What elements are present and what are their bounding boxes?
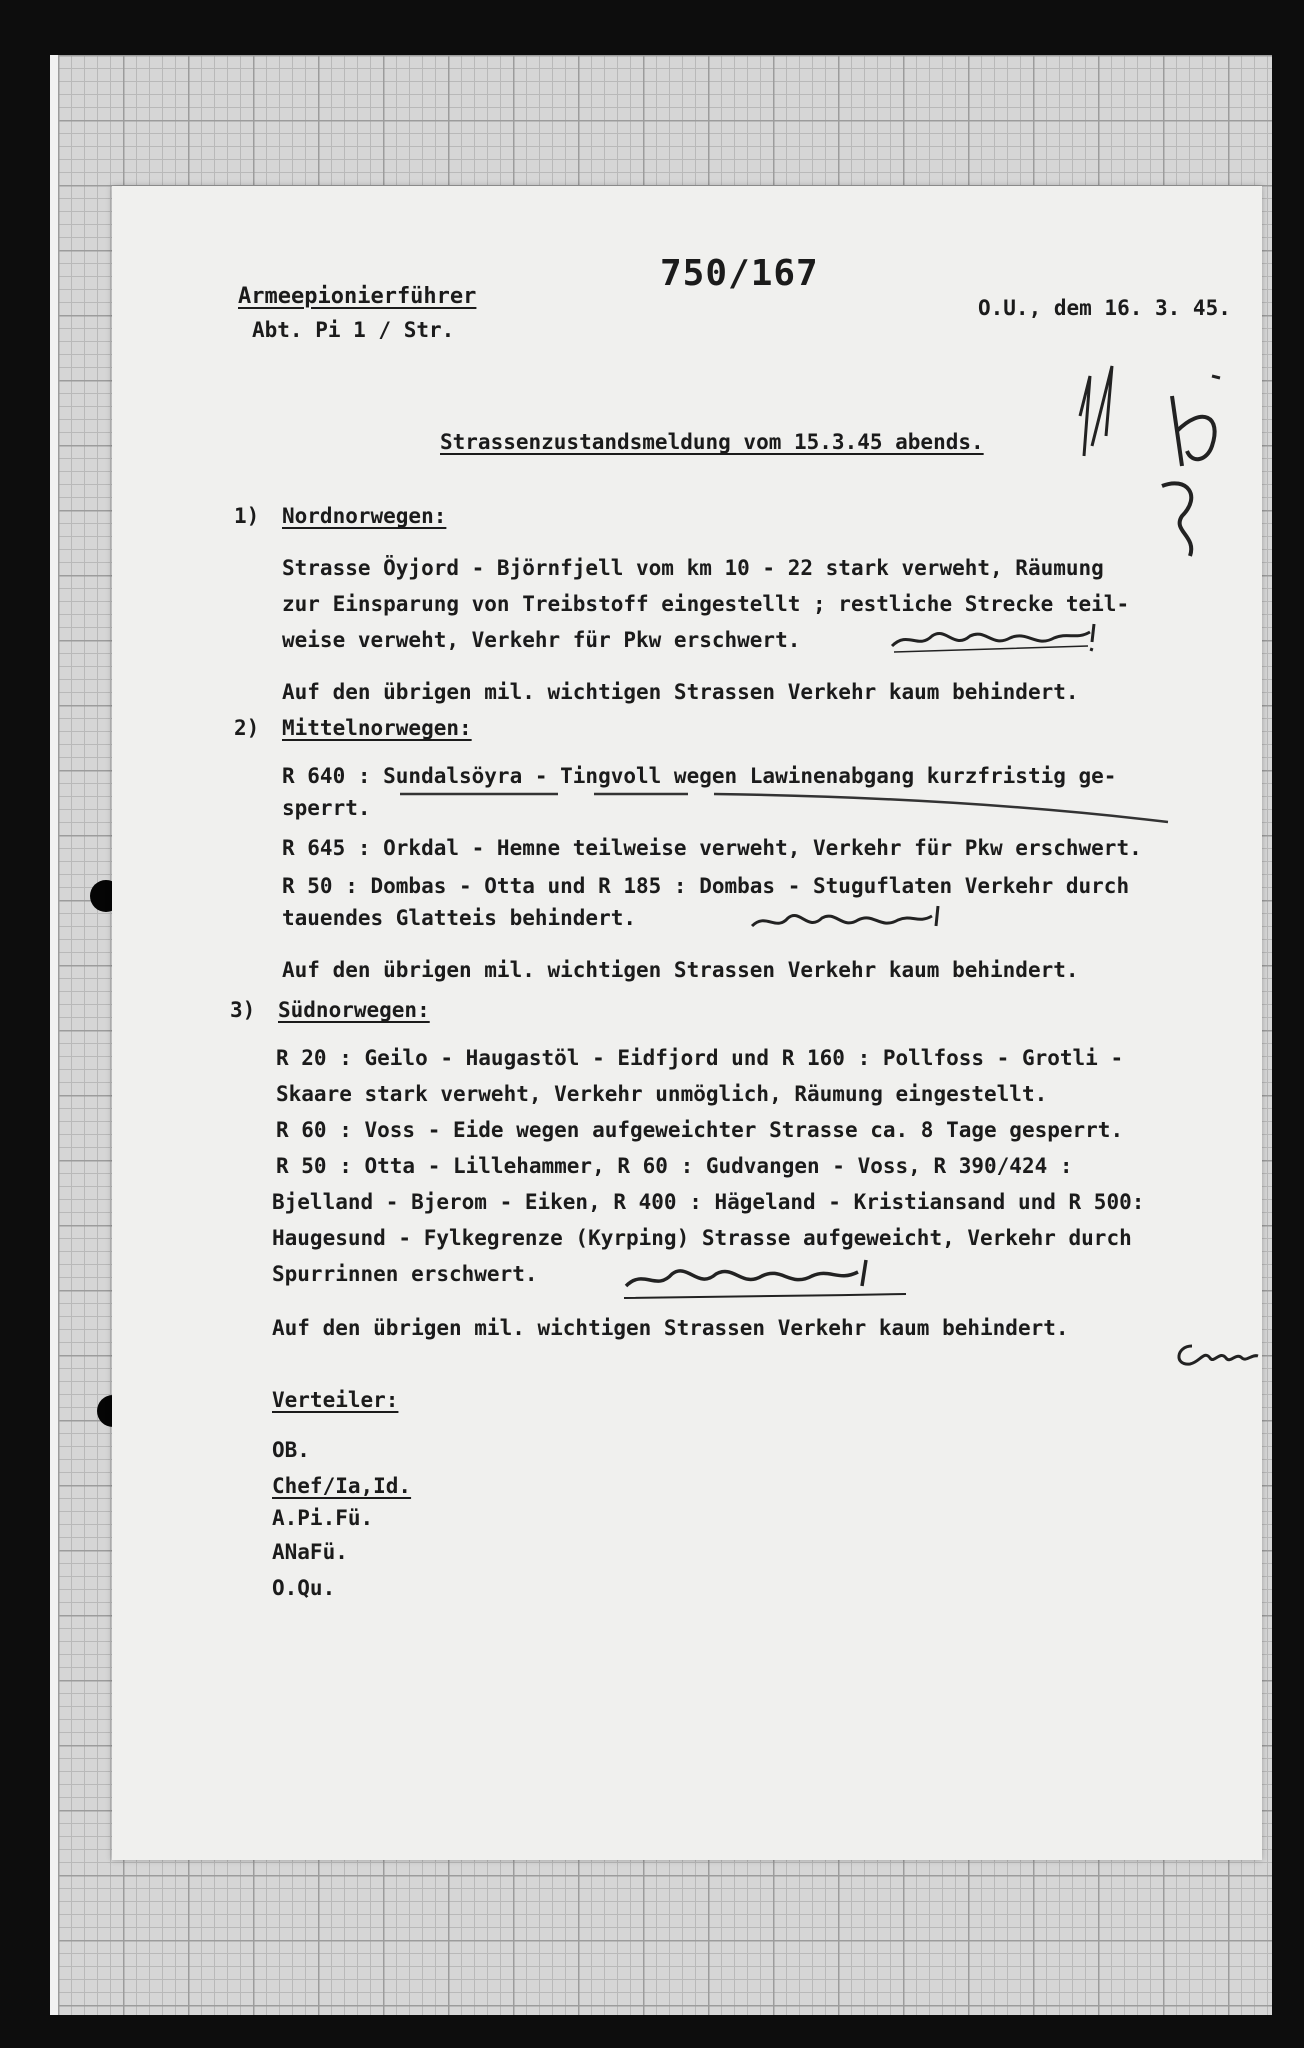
distribution-item: Chef/Ia,Id. [272,1474,412,1498]
section-line: weise verweht, Verkehr für Pkw erschwert. [282,628,801,652]
section-heading: Mittelnorwegen: [282,716,472,740]
section-closing: Auf den übrigen mil. wichtigen Strassen Verkehr kaum behindert. [282,680,1079,704]
section-number: 1) [234,504,260,528]
section-line: R 50 : Dombas - Otta und R 185 : Dombas - Stuguflaten Verkehr durch [282,874,1130,898]
section-line: R 60 : Voss - Eide wegen aufgeweichter Strasse ca. 8 Tage gesperrt. [276,1118,1124,1142]
section-closing: Auf den übrigen mil. wichtigen Strassen Verkehr kaum behindert. [272,1316,1069,1340]
section-line: Bjelland - Bjerom - Eiken, R 400 : Hägeland - Kristiansand und R 500: [272,1190,1145,1214]
handwritten-note [888,620,1108,660]
section-heading: Nordnorwegen: [282,504,447,528]
handwritten-note [620,1256,920,1306]
handwritten-initials [1170,1336,1260,1372]
distribution-item: O.Qu. [272,1576,336,1600]
section-line: Haugesund - Fylkegrenze (Kyrping) Strasse aufgeweicht, Verkehr durch [272,1226,1132,1250]
section-line: zur Einsparung von Treibstoff eingestellt ; restliche Strecke teil- [282,592,1130,616]
document-page [112,186,1262,1860]
underline-marks [398,786,1178,826]
handwritten-initials [1062,336,1252,566]
section-line: Spurrinnen erschwert. [272,1262,538,1286]
distribution-heading: Verteiler: [272,1388,399,1412]
section-line: Skaare stark verweht, Verkehr unmöglich, Räumung eingestellt. [276,1082,1048,1106]
section-line: R 50 : Otta - Lillehammer, R 60 : Gudvangen - Voss, R 390/424 : [276,1154,1073,1178]
report-title: Strassenzustandsmeldung vom 15.3.45 abends. [440,430,984,454]
section-line: R 640 : Sundalsöyra - Tingvoll wegen Lawinenabgang kurzfristig ge- [282,764,1117,788]
section-line: R 20 : Geilo - Haugastöl - Eidfjord und R 160 : Pollfoss - Grotli - [276,1046,1124,1070]
section-line: sperrt. [282,796,371,820]
section-line: tauendes Glatteis behindert. [282,906,637,930]
distribution-item: ANaFü. [272,1540,348,1564]
section-number: 2) [234,716,260,740]
section-number: 3) [230,998,256,1022]
distribution-item: A.Pi.Fü. [272,1506,374,1530]
distribution-item: OB. [272,1438,310,1462]
section-line: Strasse Öyjord - Björnfjell vom km 10 - 22 stark verweht, Räumung [282,556,1104,580]
place-date: O.U., dem 16. 3. 45. [978,296,1231,320]
handwritten-note [748,904,948,940]
department: Abt. Pi 1 / Str. [252,318,455,342]
section-closing: Auf den übrigen mil. wichtigen Strassen Verkehr kaum behindert. [282,958,1079,982]
office-name: Armeepionierführer [238,284,477,309]
section-heading: Südnorwegen: [278,998,430,1022]
section-line: R 645 : Orkdal - Hemne teilweise verweht, Verkehr für Pkw erschwert. [282,836,1142,860]
document-number: 750/167 [660,253,819,294]
